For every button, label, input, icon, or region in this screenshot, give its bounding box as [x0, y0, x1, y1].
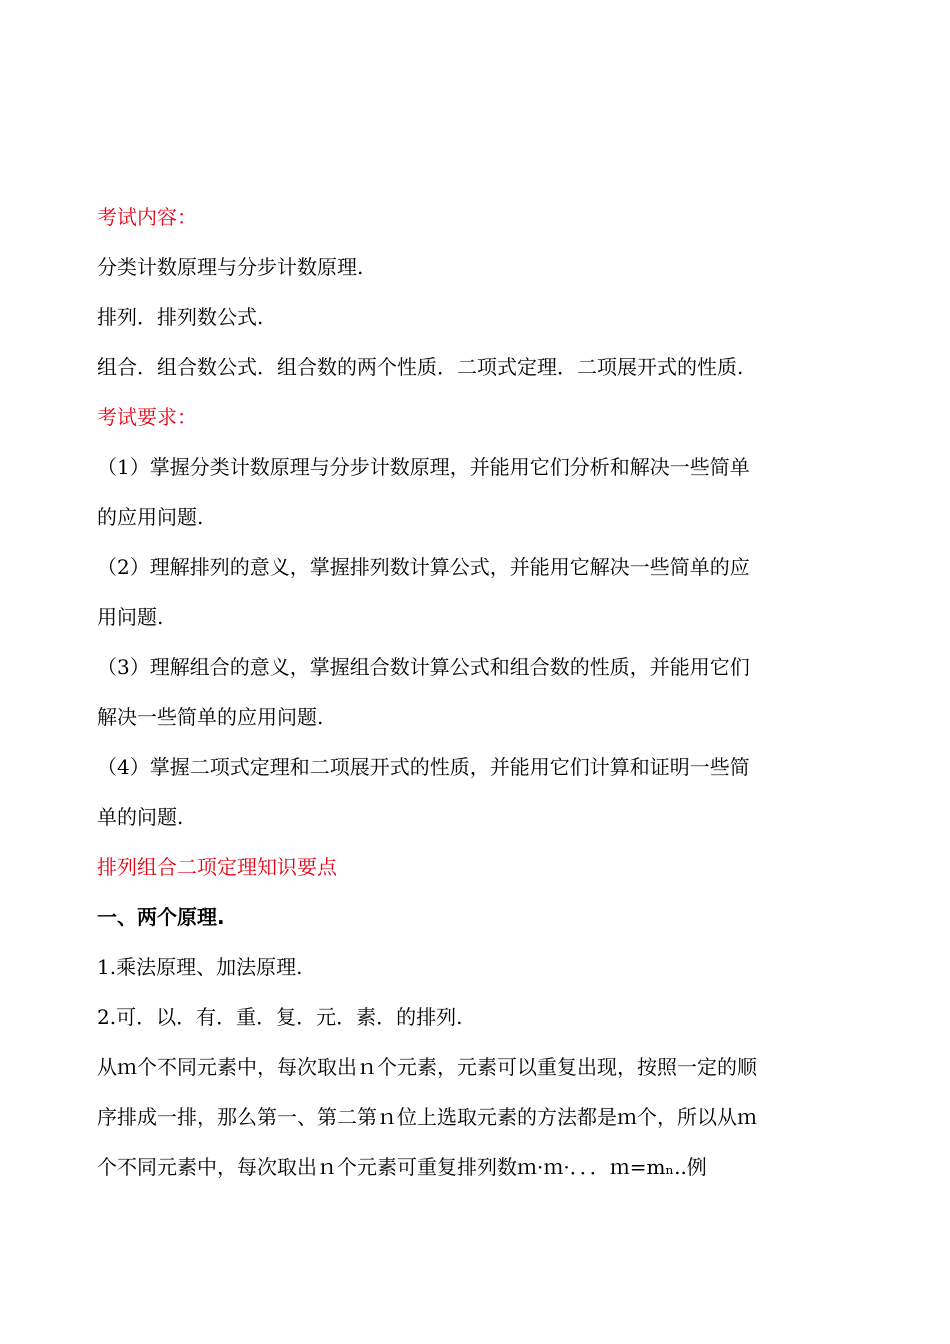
section-heading-knowledge-points: 排列组合二项定理知识要点 [97, 855, 337, 879]
text-line: （1）掌握分类计数原理与分步计数原理，并能用它们分析和解决一些简单 [97, 455, 750, 479]
text-line: 用问题. [97, 605, 164, 629]
document-body [97, 192, 837, 1192]
text-line: 解决一些简单的应用问题. [97, 705, 324, 729]
section-heading-exam-requirements: 考试要求： [97, 405, 197, 429]
text-line: 分类计数原理与分步计数原理. [97, 255, 364, 279]
text-line: 序排成一排，那么第一、第二第ｎ位上选取元素的方法都是ｍ个，所以从ｍ [97, 1105, 757, 1129]
text-line: 的应用问题. [97, 505, 204, 529]
text-line: 排列．排列数公式. [97, 305, 264, 329]
text-line: 组合．组合数公式．组合数的两个性质．二项式定理．二项展开式的性质. [97, 355, 744, 379]
text-line: 从ｍ个不同元素中，每次取出ｎ个元素，元素可以重复出现，按照一定的顺 [97, 1055, 757, 1079]
text-line: 2.可．以．有．重．复．元．素．的排列. [97, 1005, 463, 1029]
text-line: （2）理解排列的意义，掌握排列数计算公式，并能用它解决一些简单的应 [97, 555, 750, 579]
text-line: （4）掌握二项式定理和二项展开式的性质，并能用它们计算和证明一些简 [97, 755, 750, 779]
text-line: （3）理解组合的意义，掌握组合数计算公式和组合数的性质，并能用它们 [97, 655, 750, 679]
subheading-two-principles: 一、两个原理. [97, 905, 225, 929]
text-line: 个不同元素中，每次取出ｎ个元素可重复排列数ｍ·ｍ·．．．ｍ=mₙ..例 [97, 1155, 707, 1179]
section-heading-exam-content: 考试内容： [97, 205, 197, 229]
text-line: 单的问题. [97, 805, 184, 829]
text-line: 1.乘法原理、加法原理. [97, 955, 303, 979]
